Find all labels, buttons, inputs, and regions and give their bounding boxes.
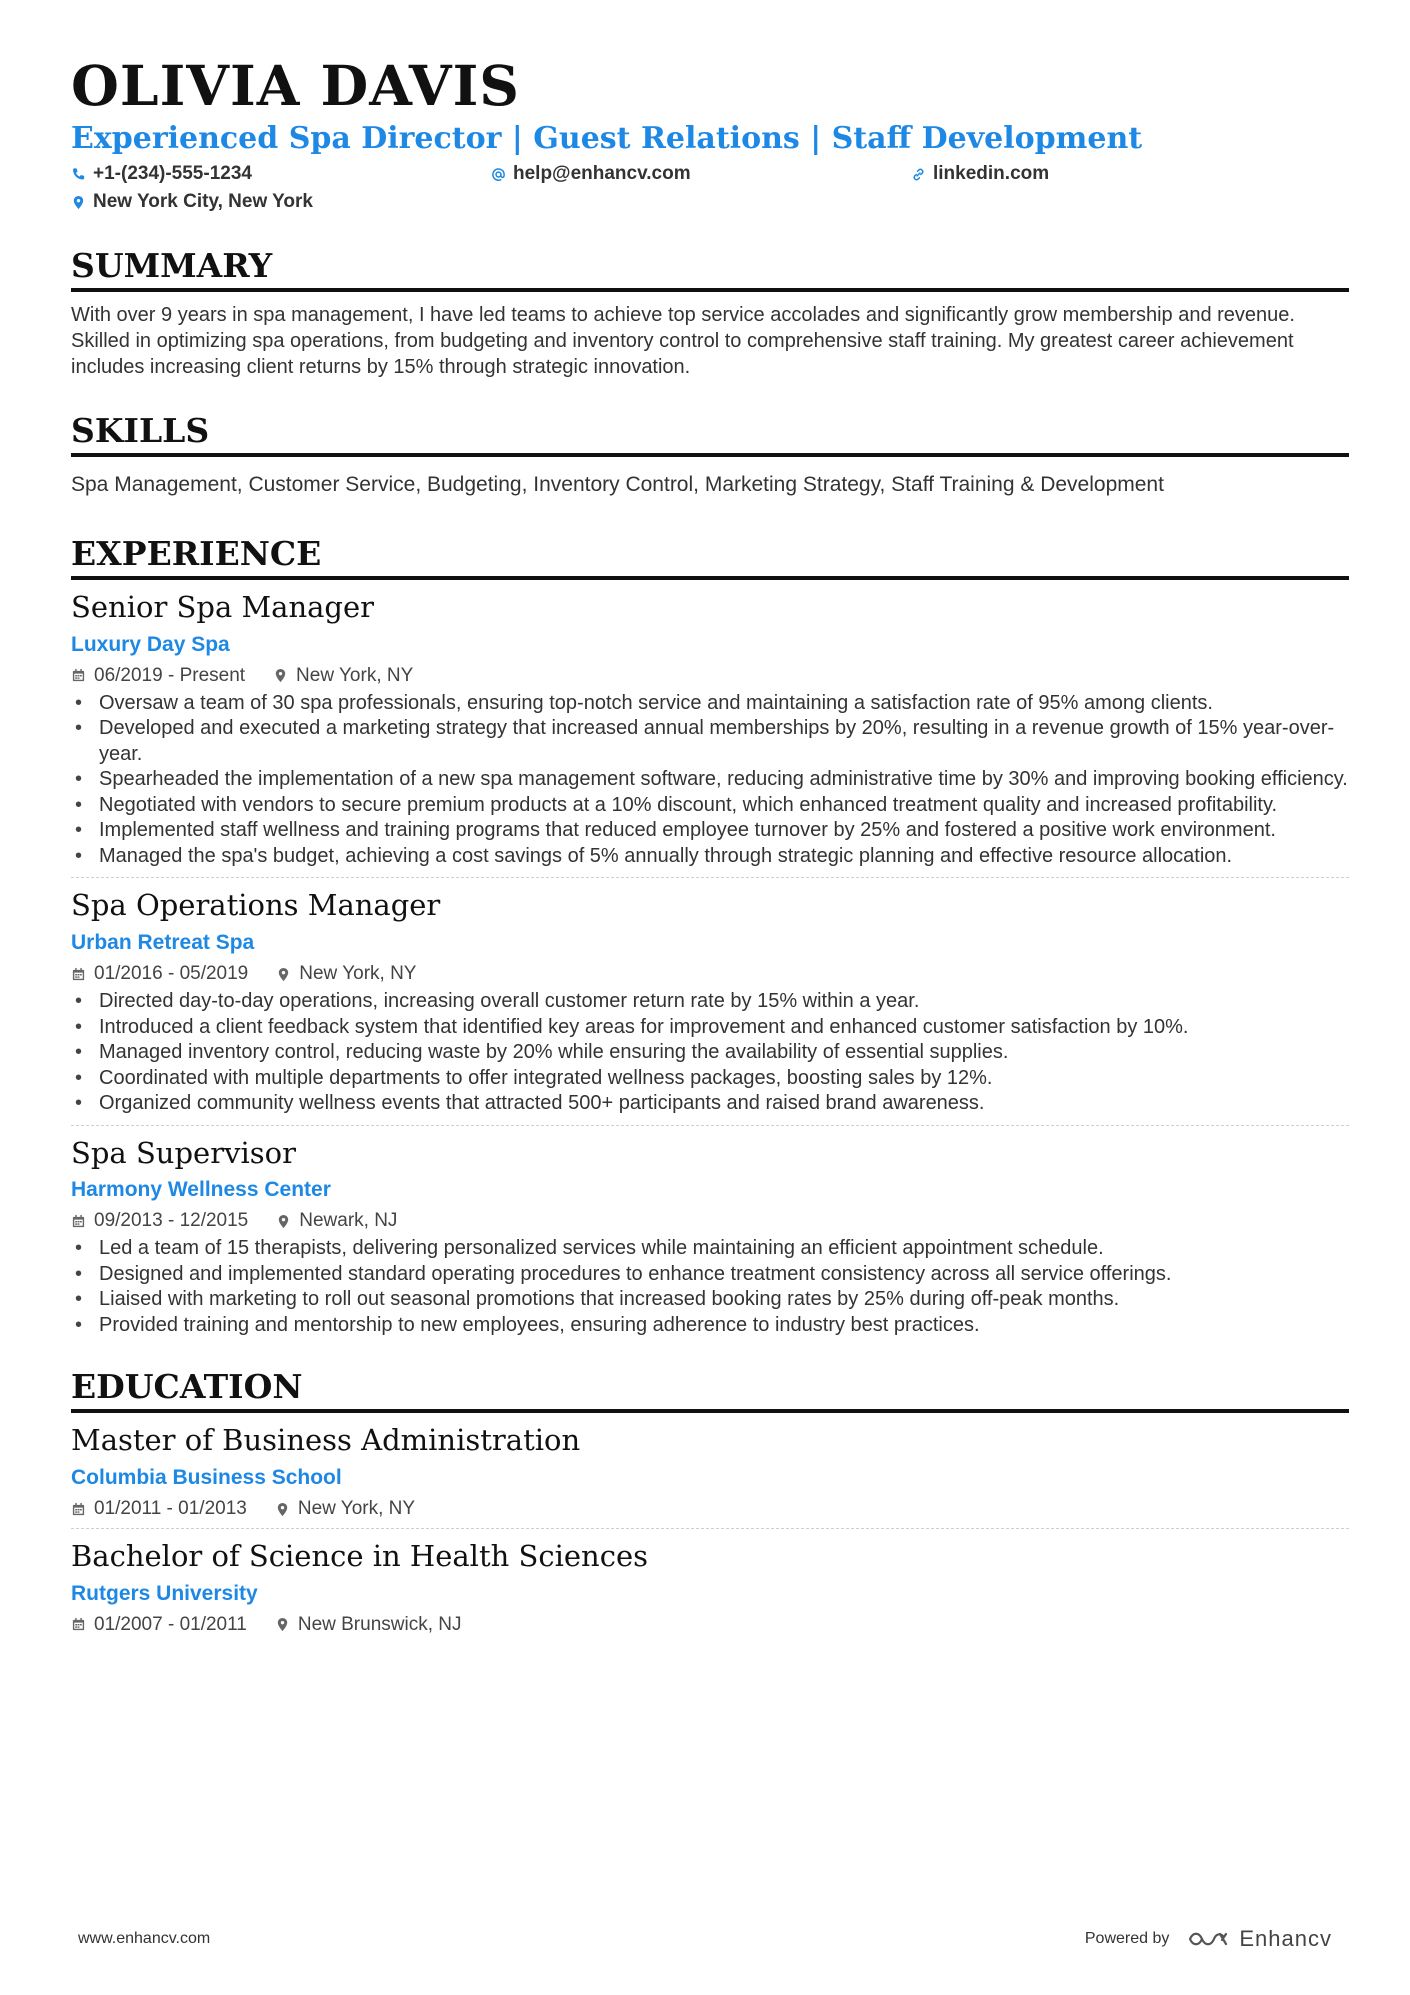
calendar-icon	[71, 967, 86, 982]
location-text: New York City, New York	[93, 191, 313, 212]
school-name: Rutgers University	[71, 1581, 258, 1605]
location-pin-icon	[275, 1617, 290, 1632]
bullet-item: • Spearheaded the implementation of a new spa management software, reducing administrative time by 30% and improving booking efficiency.	[71, 767, 1349, 793]
experience-entry	[71, 877, 1349, 1124]
education-section	[71, 1367, 1349, 1644]
bullet-item: • Directed day-to-day operations, increasing overall customer return rate by 15% within a year.	[71, 989, 1349, 1015]
job-location: New York, NY	[299, 963, 417, 985]
job-location: Newark, NJ	[299, 1210, 398, 1232]
job-title: Spa Operations Manager	[71, 888, 441, 923]
bullet-item: • Managed inventory control, reducing waste by 20% while ensuring the availability of essential supplies.	[71, 1040, 1349, 1066]
brand-name: Enhancv	[1239, 1926, 1332, 1951]
location-pin-icon	[275, 1502, 290, 1517]
calendar-icon	[71, 1214, 86, 1229]
experience-section	[71, 534, 1349, 1346]
contact-info	[71, 163, 1349, 213]
enhancv-logo[interactable]	[1187, 1926, 1332, 1952]
school-location: New Brunswick, NJ	[297, 1613, 462, 1635]
bullet-item: • Implemented staff wellness and training programs that reduced employee turnover by 25% and fostered a positive work environment.	[71, 818, 1349, 844]
phone-number: +1-(234)-555-1234	[93, 163, 252, 184]
bullet-item: • Organized community wellness events that attracted 500+ participants and raised brand awareness.	[71, 1091, 1349, 1117]
summary-text: With over 9 years in spa management, I have led teams to achieve top service accolades and significantly grow membership and revenue. Skilled in optimizing spa operations, from budgeting and inventory control to comprehensive staff training. My greatest career achievement includes increasing client returns by 15% through strategic innovation.	[71, 304, 1295, 378]
company-name: Harmony Wellness Center	[71, 1178, 331, 1202]
link-icon	[911, 167, 926, 182]
bullet-item: • Oversaw a team of 30 spa professionals, ensuring top-notch service and maintaining a satisfaction rate of 95% among clients.	[71, 691, 1349, 717]
calendar-icon	[71, 668, 86, 683]
bullet-item: • Developed and executed a marketing strategy that increased annual memberships by 20%, resulting in a revenue growth of 15% year-over-year.	[71, 716, 1349, 767]
bullet-item: • Designed and implemented standard operating procedures to enhance treatment consistency across all service offerings.	[71, 1262, 1349, 1288]
date-range: 01/2011 - 01/2013	[94, 1498, 247, 1520]
powered-by	[1085, 1926, 1332, 1952]
experience-entry	[71, 1125, 1349, 1347]
education-title: EDUCATION	[71, 1370, 1349, 1413]
bullet-item: • Led a team of 15 therapists, delivering personalized services while maintaining an efficient appointment schedule.	[71, 1236, 1349, 1262]
location-pin-icon	[71, 195, 86, 210]
bullet-item: • Liaised with marketing to roll out seasonal promotions that increased booking rates by 25% during off-peak months.	[71, 1287, 1349, 1313]
company-name: Luxury Day Spa	[71, 632, 230, 656]
enhancv-logo-icon	[1187, 1928, 1231, 1950]
skills-title: SKILLS	[71, 414, 1349, 457]
degree-title: Bachelor of Science in Health Sciences	[71, 1539, 648, 1574]
job-location: New York, NY	[296, 664, 414, 686]
date-range: 01/2016 - 05/2019	[94, 963, 249, 985]
bullet-item: • Introduced a client feedback system that identified key areas for improvement and enhanced customer satisfaction by 10%.	[71, 1015, 1349, 1041]
headline: Experienced Spa Director | Guest Relations | Staff Development	[71, 121, 1143, 156]
email-contact[interactable]	[491, 163, 911, 185]
summary-section	[71, 246, 1349, 380]
date-range: 01/2007 - 01/2011	[94, 1613, 247, 1635]
skills-text: Spa Management, Customer Service, Budgeting, Inventory Control, Marketing Strategy, Staff Training & Development	[71, 473, 1164, 496]
summary-title: SUMMARY	[71, 249, 1349, 292]
bullet-item: • Negotiated with vendors to secure premium products at a 10% discount, which enhanced treatment quality and increased profitability.	[71, 793, 1349, 819]
bullet-item: • Managed the spa's budget, achieving a cost savings of 5% annually through strategic planning and effective resource allocation.	[71, 844, 1349, 870]
date-range: 09/2013 - 12/2015	[94, 1210, 249, 1232]
entry-meta	[71, 1498, 1349, 1520]
resume-page	[71, 53, 1349, 1644]
bullet-item: • Provided training and mentorship to new employees, ensuring adherence to industry best practices.	[71, 1313, 1349, 1339]
experience-title: EXPERIENCE	[71, 537, 1349, 580]
calendar-icon	[71, 1617, 86, 1632]
linkedin-contact[interactable]	[911, 163, 1331, 185]
experience-entry	[71, 580, 1349, 877]
date-range: 06/2019 - Present	[94, 664, 246, 686]
at-icon	[491, 167, 506, 182]
job-title: Spa Supervisor	[71, 1135, 296, 1170]
bullet-list	[71, 691, 1349, 870]
entry-meta	[71, 1614, 1349, 1636]
candidate-name: OLIVIA DAVIS	[71, 53, 521, 118]
education-entry	[71, 1528, 1349, 1644]
email-address: help@enhancv.com	[513, 163, 691, 184]
bullet-list	[71, 1236, 1349, 1338]
degree-title: Master of Business Administration	[71, 1423, 581, 1458]
bullet-item: • Coordinated with multiple departments to offer integrated wellness packages, boosting sales by 12%.	[71, 1066, 1349, 1092]
job-title: Senior Spa Manager	[71, 590, 374, 624]
location-contact	[71, 191, 491, 213]
entry-meta	[71, 665, 1349, 687]
entry-meta	[71, 963, 1349, 985]
school-location: New York, NY	[297, 1498, 416, 1520]
location-pin-icon	[276, 1214, 291, 1229]
calendar-icon	[71, 1502, 86, 1517]
company-name: Urban Retreat Spa	[71, 931, 255, 955]
location-pin-icon	[273, 668, 288, 683]
education-entry	[71, 1413, 1349, 1528]
phone-icon	[71, 167, 86, 182]
bullet-list	[71, 989, 1349, 1117]
powered-by-label: Powered by	[1084, 1930, 1170, 1947]
linkedin-url: linkedin.com	[933, 163, 1050, 184]
page-footer	[78, 1926, 1332, 1952]
location-pin-icon	[276, 967, 291, 982]
footer-website-link[interactable]: www.enhancv.com	[78, 1930, 211, 1947]
phone-contact[interactable]	[71, 163, 491, 185]
entry-meta	[71, 1210, 1349, 1232]
skills-section	[71, 411, 1349, 497]
school-name: Columbia Business School	[71, 1466, 342, 1490]
